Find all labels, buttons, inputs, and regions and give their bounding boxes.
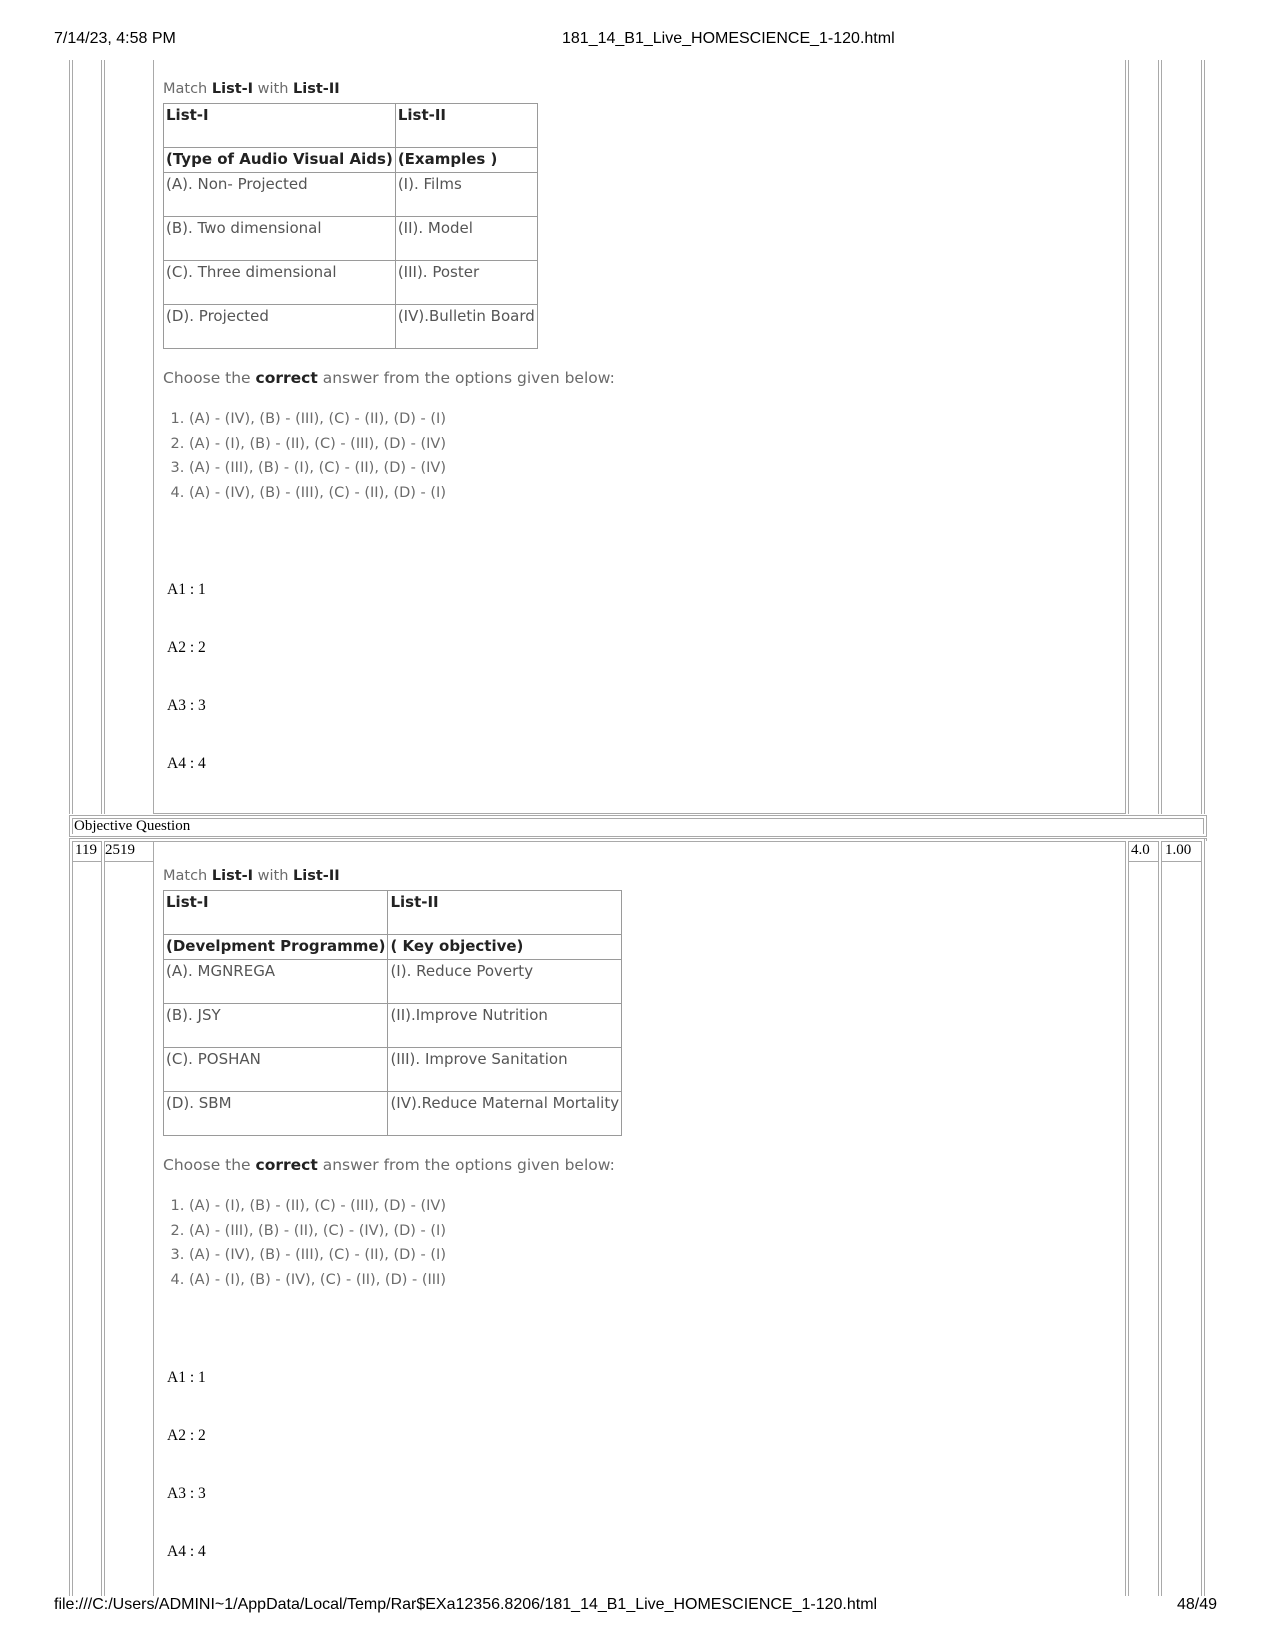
table-border <box>101 60 102 814</box>
table-subheader-cell: (Examples ) <box>395 148 537 173</box>
table-border <box>69 60 70 814</box>
table-cell: (I). Reduce Poverty <box>388 960 622 1004</box>
table-border <box>104 841 105 1596</box>
answer-4: A4 : 4 <box>167 755 206 772</box>
table-subheader-cell: (Type of Audio Visual Aids) <box>164 148 396 173</box>
option-item: 4. (A) - (IV), (B) - (III), (C) - (II), (D) - (I) <box>189 481 615 506</box>
objective-question-row-inner <box>72 818 1204 834</box>
option-item: 3. (A) - (IV), (B) - (III), (C) - (II), (D) - (I) <box>189 1243 622 1268</box>
table-cell: (II). Model <box>395 217 537 261</box>
table-cell: (B). Two dimensional <box>164 217 396 261</box>
page-number: 48/49 <box>1177 1596 1218 1613</box>
table-border <box>1158 60 1159 814</box>
cell-border <box>1161 841 1202 842</box>
table-border <box>1161 60 1162 814</box>
match-instruction: Match List-I with List-II <box>163 868 340 884</box>
table-border <box>72 60 73 814</box>
answer-1: A1 : 1 <box>167 1369 206 1386</box>
cell-border <box>153 841 1126 842</box>
table-border <box>1128 841 1129 1596</box>
cell-border <box>104 841 154 842</box>
answer-3: A3 : 3 <box>167 697 206 714</box>
file-path: file:///C:/Users/ADMINI~1/AppData/Local/Temp/Rar$EXa12356.8206/181_14_B1_Live_HOMESCIENCE_1-120.html <box>54 1596 878 1613</box>
cell-border <box>104 861 154 862</box>
table-cell: (III). Poster <box>395 261 537 305</box>
match-table <box>163 890 622 1136</box>
table-border <box>1125 841 1126 1596</box>
cell-border <box>72 861 102 862</box>
options-list <box>163 407 615 505</box>
choose-instruction: Choose the correct answer from the options given below: <box>163 1156 615 1174</box>
options-list <box>163 1194 622 1292</box>
table-cell: (D). Projected <box>164 305 396 349</box>
cell-border <box>72 841 102 842</box>
option-item: 3. (A) - (III), (B) - (I), (C) - (II), (D) - (IV) <box>189 456 615 481</box>
table-border <box>1125 60 1126 814</box>
table-header-cell: List-II <box>388 891 622 935</box>
print-title: 181_14_B1_Live_HOMESCIENCE_1-120.html <box>562 30 895 47</box>
table-cell: (C). Three dimensional <box>164 261 396 305</box>
table-border <box>153 841 154 1596</box>
cell-border <box>1128 861 1159 862</box>
answer-3: A3 : 3 <box>167 1485 206 1502</box>
answer-2: A2 : 2 <box>167 1427 206 1444</box>
question-118-body <box>163 81 615 505</box>
table-subheader-cell: ( Key objective) <box>388 935 622 960</box>
cell-border <box>1161 861 1202 862</box>
question-119-body <box>163 868 622 1292</box>
table-border <box>1161 841 1162 1596</box>
option-item: 2. (A) - (III), (B) - (II), (C) - (IV), (D) - (I) <box>189 1219 622 1244</box>
table-cell: (B). JSY <box>164 1004 388 1048</box>
table-header-cell: List-II <box>395 104 537 148</box>
table-cell: (A). MGNREGA <box>164 960 388 1004</box>
print-datetime: 7/14/23, 4:58 PM <box>54 30 176 47</box>
objective-question-label: Objective Question <box>74 818 191 834</box>
table-cell: (I). Films <box>395 173 537 217</box>
table-header-cell: List-I <box>164 104 396 148</box>
negative-marks: 1.00 <box>1165 842 1192 858</box>
table-border <box>153 811 1126 814</box>
choose-instruction: Choose the correct answer from the options given below: <box>163 369 615 387</box>
table-border <box>1128 60 1129 814</box>
table-border <box>101 841 102 1596</box>
marks: 4.0 <box>1131 842 1150 858</box>
serial-number: 119 <box>75 842 97 858</box>
table-header-cell: List-I <box>164 891 388 935</box>
table-cell: (III). Improve Sanitation <box>388 1048 622 1092</box>
table-border <box>69 838 70 1596</box>
question-id: 2519 <box>105 842 135 858</box>
table-border <box>1204 838 1205 1596</box>
match-table <box>163 103 538 349</box>
match-instruction: Match List-I with List-II <box>163 81 340 97</box>
table-subheader-cell: (Develpment Programme) <box>164 935 388 960</box>
cell-border <box>1128 841 1159 842</box>
option-item: 1. (A) - (IV), (B) - (III), (C) - (II), (D) - (I) <box>189 407 615 432</box>
answer-1: A1 : 1 <box>167 581 206 598</box>
table-border <box>1201 841 1202 1596</box>
option-item: 2. (A) - (I), (B) - (II), (C) - (III), (D) - (IV) <box>189 432 615 457</box>
table-border <box>153 60 154 814</box>
option-item: 1. (A) - (I), (B) - (II), (C) - (III), (D) - (IV) <box>189 1194 622 1219</box>
table-border <box>1201 60 1202 814</box>
table-cell: (IV).Reduce Maternal Mortality <box>388 1092 622 1136</box>
table-border <box>1204 60 1205 814</box>
answer-2: A2 : 2 <box>167 639 206 656</box>
table-cell: (A). Non- Projected <box>164 173 396 217</box>
table-border <box>104 60 105 814</box>
answer-4: A4 : 4 <box>167 1543 206 1560</box>
table-cell: (D). SBM <box>164 1092 388 1136</box>
table-border <box>1158 841 1159 1596</box>
option-item: 4. (A) - (I), (B) - (IV), (C) - (II), (D) - (III) <box>189 1268 622 1293</box>
table-border <box>72 841 73 1596</box>
table-cell: (IV).Bulletin Board <box>395 305 537 349</box>
table-cell: (II).Improve Nutrition <box>388 1004 622 1048</box>
table-cell: (C). POSHAN <box>164 1048 388 1092</box>
